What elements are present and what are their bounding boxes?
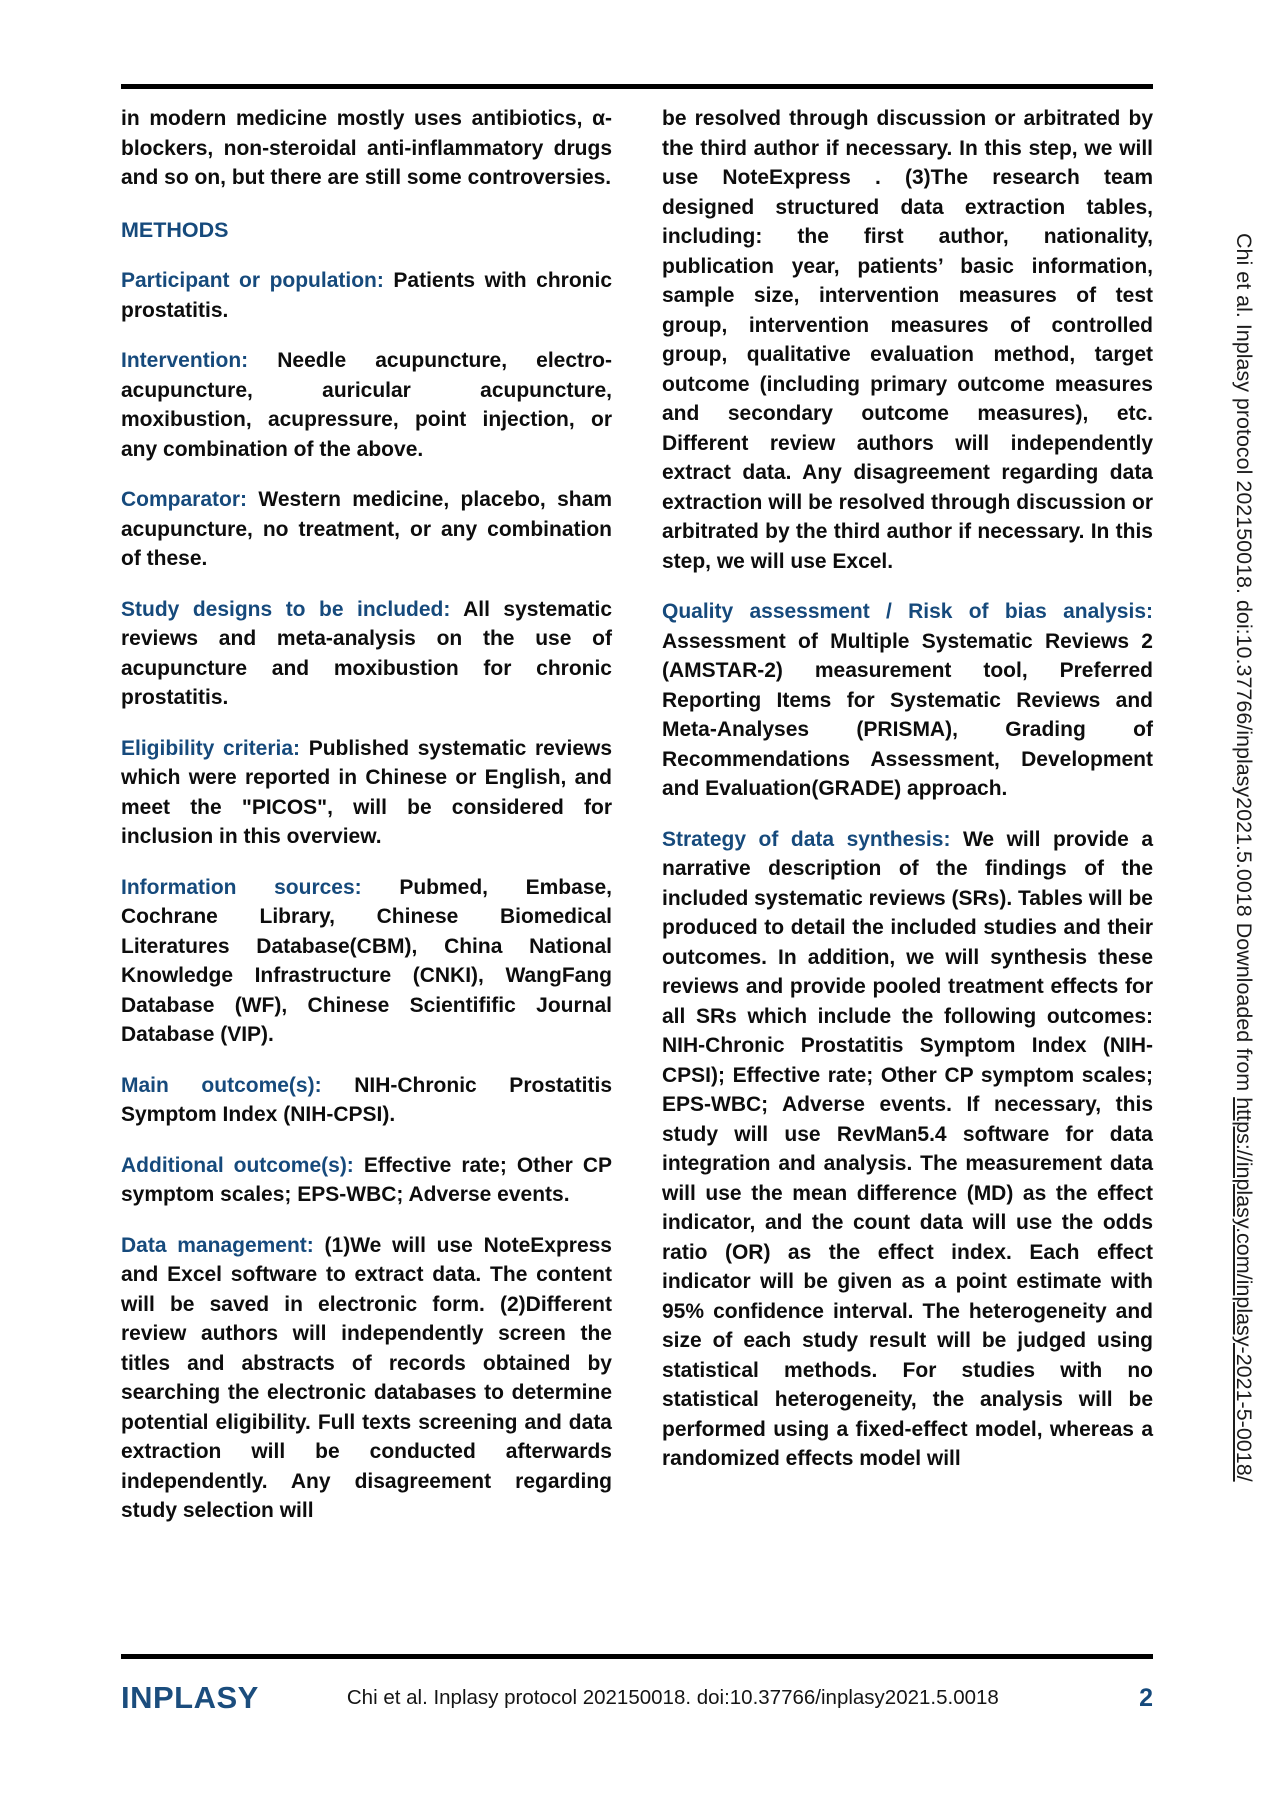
- section-text: Effective rate; Other CP symptom scales; EPS-WBC; Adverse events.: [121, 1153, 612, 1206]
- section-data-management: [121, 1231, 612, 1526]
- section-label: Additional outcome(s):: [121, 1153, 354, 1177]
- section-label: Intervention:: [121, 349, 249, 372]
- sidebar-link[interactable]: https://inplasy.com/inplasy-2021-5-0018/: [1232, 1097, 1256, 1482]
- left-column: [121, 104, 612, 1526]
- methods-heading: METHODS: [121, 217, 229, 242]
- sidebar-citation-text: Chi et al. Inplasy protocol 202150018. doi:10.37766/inplasy2021.5.0018 Downloaded from: [1232, 233, 1256, 1098]
- section-main-outcomes: [121, 1071, 612, 1130]
- section-text: Published systematic reviews which were reported in Chinese or English, and meet the "PICOS", will be considered for inclusion in this overview.: [121, 736, 613, 848]
- section-label: Main outcome(s):: [121, 1073, 322, 1097]
- section-label: Participant or population:: [121, 269, 384, 292]
- section-eligibility: [121, 734, 612, 852]
- footer-rule: [121, 1654, 1153, 1659]
- section-information-sources: [121, 873, 612, 1050]
- section-text: Needle acupuncture, electro-acupuncture, auricular acupuncture, moxibustion, acupressure, point injection, or any combination of the above.: [121, 349, 613, 461]
- inplasy-logo: INPLASY: [121, 1680, 259, 1715]
- section-label: Data management:: [121, 1233, 314, 1257]
- section-label: Study designs to be included:: [121, 597, 451, 621]
- section-text: Western medicine, placebo, sham acupuncture, no treatment, or any combination of these.: [121, 488, 612, 570]
- section-strategy-synthesis: [662, 825, 1153, 1474]
- paragraph-intro: in modern medicine mostly uses antibiotics, α-blockers, non-steroidal anti-inflammatory drugs and so on, but there are still some controversies.: [121, 107, 612, 189]
- top-rule: [121, 84, 1153, 89]
- footer: [121, 1680, 1153, 1716]
- section-label: Eligibility criteria:: [121, 736, 301, 760]
- section-text: NIH-Chronic Prostatitis Symptom Index (NIH-CPSI).: [121, 1073, 612, 1126]
- section-intervention: [121, 346, 612, 464]
- paragraph-continuation: be resolved through discussion or arbitrated by the third author if necessary. In this step, we will use NoteExpress . (3)The research team designed structured data extraction tables, including: the first author, nationality, publication year, patients’ basic information, sample size, intervention measures of test group, intervention measures of controlled group, qualitative evaluation method, target outcome (including primary outcome measures and secondary outcome measures), etc. Different review authors will independently extract data. Any disagreement regarding data extraction will be resolved through discussion or arbitrated by the third author if necessary. In this step, we will use Excel.: [662, 107, 1153, 573]
- section-quality-assessment: [662, 597, 1153, 804]
- section-text: Pubmed, Embase, Cochrane Library, Chinese Biomedical Literatures Database(CBM), China National Knowledge Infrastructure (CNKI), WangFang Database (WF), Chinese Scientifific Journal Database (VIP).: [121, 875, 612, 1046]
- section-label: Information sources:: [121, 875, 362, 899]
- section-comparator: [121, 485, 612, 574]
- section-text: We will provide a narrative description of the findings of the included systematic reviews (SRs). Tables will be produced to detail the included studies and their outcomes. In addition, we will synthesis these reviews and provide pooled treatment effects for all SRs which include the following outcomes: NIH-Chronic Prostatitis Symptom Index (NIH-CPSI); Effective rate; Other CP symptom scales; EPS-WBC; Adverse events. If necessary, this study will use RevMan5.4 software for data integration and analysis. The measurement data will use the mean difference (MD) as the effect indicator, and the count data will use the odds ratio (OR) as the effect index. Each effect indicator will be given as a point estimate with 95% confidence interval. The heterogeneity and size of each study result will be judged using statistical methods. For studies with no statistical heterogeneity, the analysis will be performed using a fixed-effect model, whereas a randomized effects model will: [662, 827, 1153, 1470]
- section-text: All systematic reviews and meta-analysis on the use of acupuncture and moxibustion for chronic prostatitis.: [121, 597, 612, 709]
- section-label: Strategy of data synthesis:: [662, 827, 951, 851]
- sidebar-citation: [1231, 233, 1257, 1653]
- footer-citation: Chi et al. Inplasy protocol 202150018. doi:10.37766/inplasy2021.5.0018: [346, 1686, 999, 1709]
- section-text: Assessment of Multiple Systematic Reviews 2 (AMSTAR-2) measurement tool, Preferred Reporting Items for Systematic Reviews and Meta-Analyses (PRISMA), Grading of Recommendations Assessment, Development and Evaluation(GRADE) approach.: [662, 629, 1153, 800]
- right-column: [662, 104, 1153, 1474]
- section-label: Quality assessment / Risk of bias analysis:: [662, 600, 1153, 623]
- section-study-designs: [121, 595, 612, 713]
- section-label: Comparator:: [121, 488, 248, 511]
- section-participant: [121, 266, 612, 325]
- section-text: Patients with chronic prostatitis.: [121, 269, 613, 322]
- section-text: (1)We will use NoteExpress and Excel software to extract data. The content will be saved in electronic form. (2)Different review authors will independently screen the titles and abstracts of records obtained by searching the electronic databases to determine potential eligibility. Full texts screening and data extraction will be conducted afterwards independently. Any disagreement regarding study selection will: [121, 1233, 612, 1522]
- section-additional-outcomes: [121, 1151, 612, 1210]
- page-number: 2: [1139, 1683, 1153, 1712]
